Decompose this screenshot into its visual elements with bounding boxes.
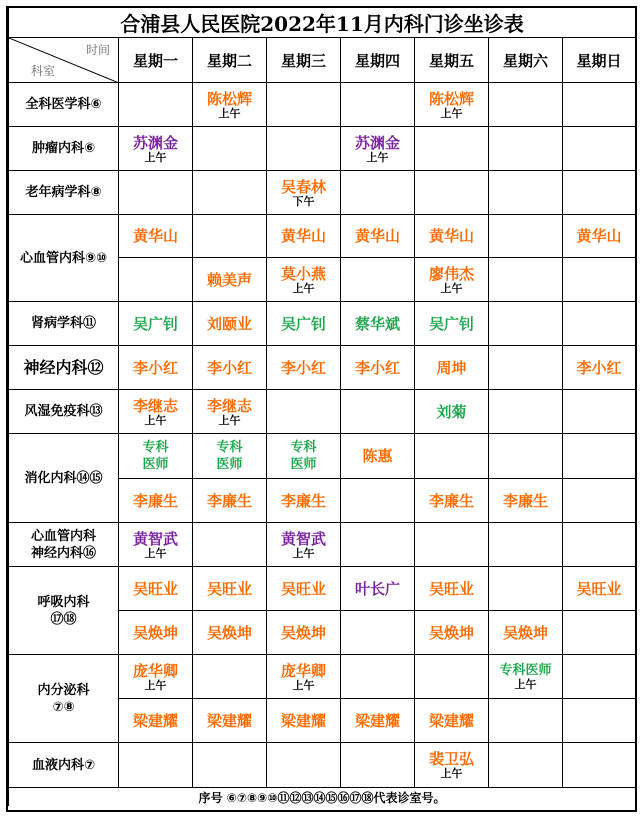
doctor-name: 吴焕坤 [280, 623, 326, 642]
table-row [9, 127, 636, 171]
session-time: 上午 [514, 678, 537, 691]
dept-label: 肾病学科⑪ [9, 302, 119, 346]
dept-label: 老年病学科⑧ [9, 171, 119, 215]
session-time: 上午 [292, 281, 315, 295]
dept-label: 肿瘤内科⑥ [9, 127, 119, 171]
doctor-name: 吴旺业 [576, 579, 622, 598]
doctor-name: 吴焕坤 [502, 623, 548, 642]
doctor-name: 梁建耀 [132, 711, 178, 730]
table-row [9, 346, 636, 390]
dept-label: 血液内科⑦ [9, 743, 119, 788]
dept-label: 心血管内科⑨⑩ [9, 215, 119, 302]
table-row [9, 434, 636, 479]
doctor-name: 刘菊 [436, 402, 467, 421]
schedule-table [8, 8, 636, 806]
dept-label-line: 心血管内科 [30, 528, 96, 544]
session-time: 上午 [218, 413, 241, 427]
doctor-name: 医师 [216, 457, 243, 472]
doctor-name: 吴旺业 [132, 579, 178, 598]
table-row [9, 390, 636, 434]
doctor-name: 莫小燕 [280, 264, 326, 283]
dept-label-line: ⑰⑱ [50, 611, 77, 627]
doctor-name: 李廉生 [280, 491, 326, 510]
table-row [9, 567, 636, 611]
doctor-name: 李小红 [354, 358, 400, 377]
doctor-name: 吴旺业 [428, 579, 474, 598]
table-row [9, 215, 636, 258]
doctor-name: 黄智武 [132, 529, 178, 548]
dept-label-line: 呼吸内科 [37, 594, 90, 610]
doctor-name: 梁建耀 [428, 711, 474, 730]
doctor-name: 庞华卿 [280, 661, 326, 680]
doctor-name: 李廉生 [502, 491, 548, 510]
schedule-cell [193, 83, 267, 127]
corner-header [9, 38, 119, 83]
doctor-name: 黄华山 [576, 227, 622, 245]
dept-label [9, 655, 119, 743]
dept-label-line: 内分泌科 [37, 682, 90, 698]
doctor-name: 梁建耀 [280, 711, 326, 730]
doctor-name: 专科医师 [499, 663, 552, 678]
day-header-sat: 星期六 [489, 38, 563, 83]
doctor-name: 专科 [142, 440, 169, 455]
table-row [9, 302, 636, 346]
session-time: 下午 [292, 194, 315, 208]
session-time: 上午 [292, 678, 315, 692]
session-time: 上午 [440, 106, 463, 120]
table-row [9, 655, 636, 699]
doctor-name: 李小红 [132, 358, 178, 377]
session-time: 上午 [144, 150, 167, 164]
doctor-name: 吴广钊 [428, 314, 474, 333]
doctor-name: 黄智武 [280, 529, 326, 548]
day-header-sun: 星期日 [563, 38, 636, 83]
doctor-name: 吴旺业 [280, 579, 326, 598]
doctor-name: 赖美声 [206, 270, 252, 289]
doctor-name: 吴广钊 [132, 314, 178, 333]
doctor-name: 李小红 [576, 358, 622, 377]
session-time: 上午 [440, 767, 463, 780]
doctor-name: 蔡华斌 [354, 314, 400, 333]
dept-label: 全科医学科⑥ [9, 83, 119, 127]
session-time: 上午 [144, 413, 167, 427]
doctor-name: 李廉生 [132, 491, 178, 510]
dept-label-line: 神经内科⑯ [30, 545, 96, 561]
doctor-name: 苏渊金 [132, 133, 178, 152]
doctor-name: 黄华山 [354, 227, 400, 245]
dept-label-line: ⑦⑧ [52, 699, 75, 715]
session-time: 上午 [366, 150, 389, 164]
corner-time-label: 时间 [85, 43, 110, 57]
doctor-name: 陈惠 [362, 447, 393, 465]
doctor-name: 李继志 [206, 396, 252, 415]
footer-note: 序号 ⑥⑦⑧⑨⑩⑪⑫⑬⑭⑮⑯⑰⑱代表诊室号。 [9, 788, 636, 807]
doctor-name: 吴焕坤 [206, 623, 252, 642]
table-row [9, 743, 636, 788]
schedule-sheet [6, 6, 637, 812]
session-time: 上午 [218, 106, 241, 120]
session-time: 上午 [292, 546, 315, 560]
doctor-name: 专科 [290, 440, 317, 455]
doctor-name: 黄华山 [132, 227, 178, 245]
schedule-cell [341, 127, 415, 171]
doctor-name: 苏渊金 [354, 133, 400, 152]
day-header-mon: 星期一 [119, 38, 193, 83]
doctor-name: 李廉生 [206, 491, 252, 510]
doctor-name: 梁建耀 [354, 711, 400, 730]
doctor-name: 叶长广 [354, 579, 400, 598]
doctor-name: 庞华卿 [132, 661, 178, 680]
session-time: 上午 [440, 281, 463, 295]
session-time: 上午 [144, 678, 167, 692]
doctor-name: 黄华山 [280, 227, 326, 245]
dept-label: 神经内科⑫ [9, 346, 119, 390]
schedule-cell [267, 171, 341, 215]
doctor-name: 黄华山 [428, 227, 474, 245]
doctor-name: 李继志 [132, 396, 178, 415]
dept-label: 风湿免疫科⑬ [9, 390, 119, 434]
day-header-wed: 星期三 [267, 38, 341, 83]
table-row [9, 171, 636, 215]
schedule-cell [415, 83, 489, 127]
schedule-cell [119, 127, 193, 171]
doctor-name: 医师 [142, 457, 169, 472]
doctor-name: 吴广钊 [280, 314, 326, 333]
doctor-name: 刘颐业 [206, 314, 252, 333]
doctor-name: 吴旺业 [206, 579, 252, 598]
doctor-name: 李小红 [206, 358, 252, 377]
doctor-name: 梁建耀 [206, 711, 252, 730]
doctor-name: 李小红 [280, 358, 326, 377]
page-title: 合浦县人民医院2022年11月内科门诊坐诊表 [9, 8, 636, 38]
day-header-thu: 星期四 [341, 38, 415, 83]
table-row [9, 83, 636, 127]
doctor-name: 陈松辉 [428, 89, 474, 108]
session-time: 上午 [144, 546, 167, 560]
day-header-tue: 星期二 [193, 38, 267, 83]
day-header-fri: 星期五 [415, 38, 489, 83]
table-row [9, 523, 636, 567]
doctor-name: 吴焕坤 [428, 623, 474, 642]
doctor-name: 李廉生 [428, 491, 474, 510]
doctor-name: 裴卫弘 [428, 750, 474, 768]
dept-label [9, 523, 119, 567]
doctor-name: 吴焕坤 [132, 623, 178, 642]
dept-label: 消化内科⑭⑮ [9, 434, 119, 523]
dept-label [9, 567, 119, 655]
doctor-name: 专科 [216, 440, 243, 455]
doctor-name: 陈松辉 [206, 89, 252, 108]
doctor-name: 医师 [290, 457, 317, 472]
doctor-name: 周坤 [436, 358, 467, 377]
doctor-name: 吴春林 [280, 177, 326, 196]
corner-dept-label: 科室 [31, 64, 56, 78]
doctor-name: 廖伟杰 [428, 264, 474, 283]
